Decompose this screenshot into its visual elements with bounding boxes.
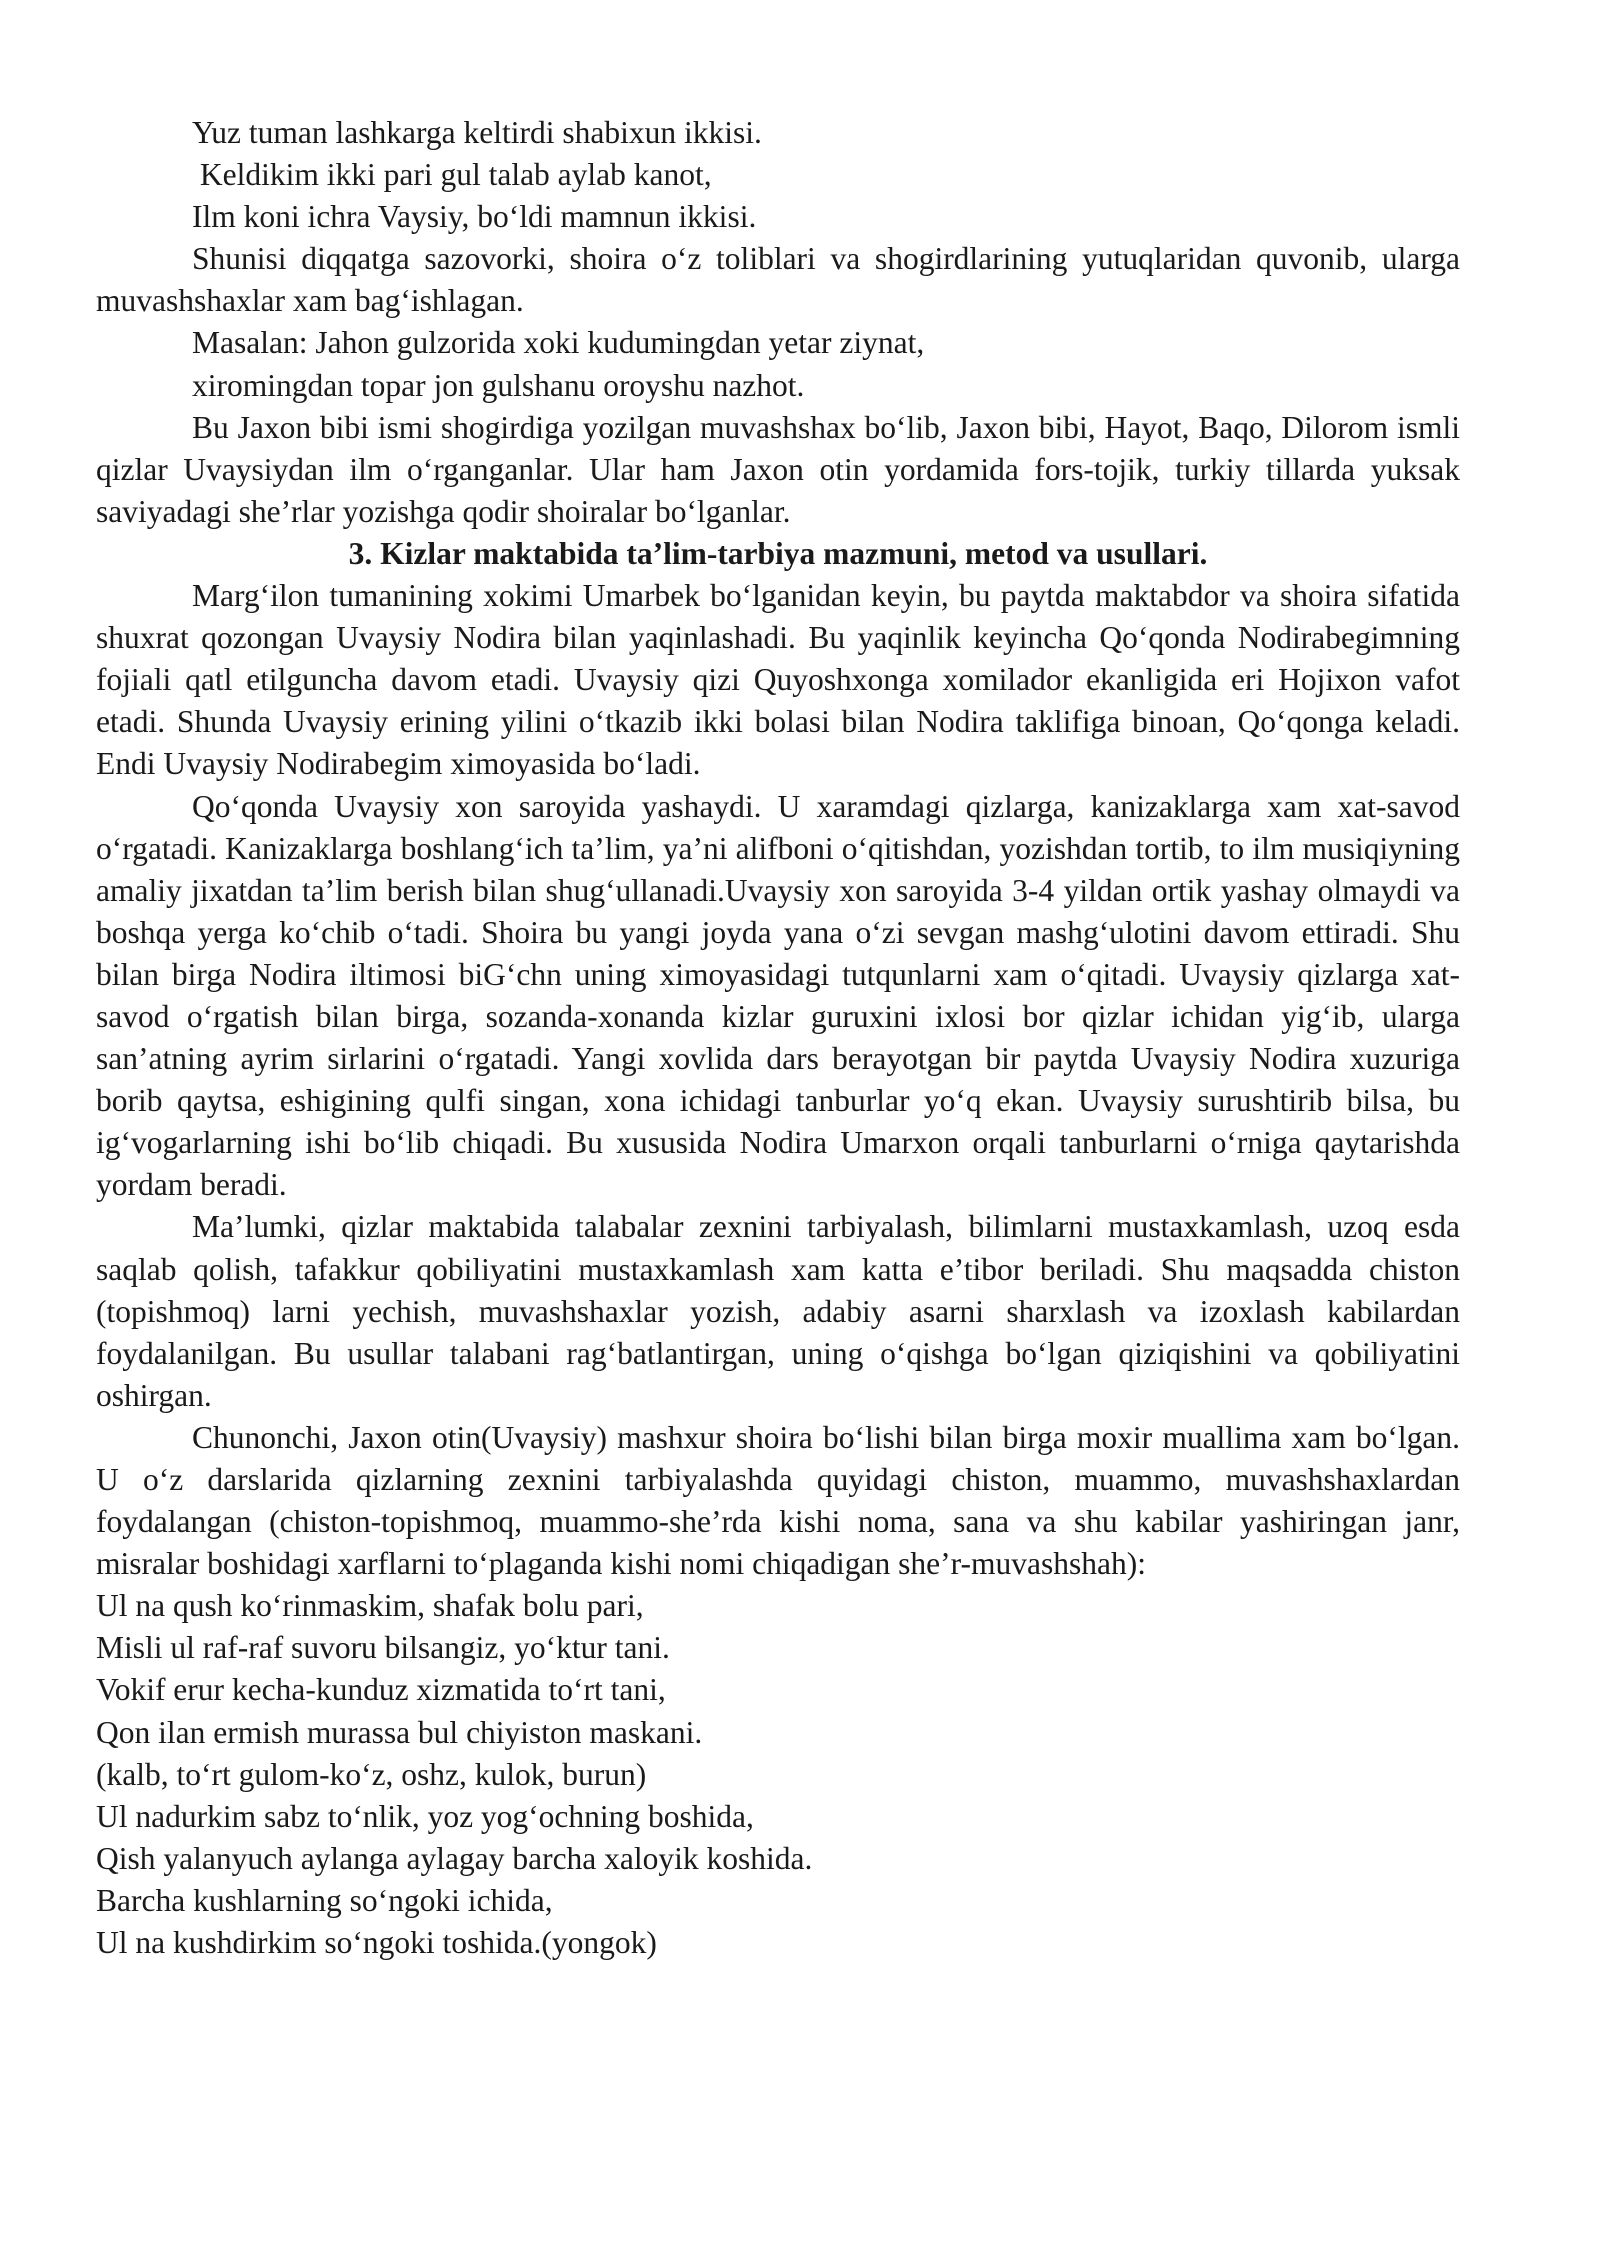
paragraph: Marg‘ilon tumanining xokimi Umarbek bo‘lganidan keyin, bu paytda maktabdor va shoira sifatida shuxrat qozongan Uvaysiy Nodira bilan yaqinlashadi. Bu yaqinlik keyincha Qo‘qonda Nodirabegimning fojiali qatl etilguncha davom etadi. Uvaysiy qizi Quyoshxonga xomilador ekanligida eri Hojixon vafot etadi. Shunda Uvaysiy erining yilini o‘tkazib ikki bolasi bilan Nodira taklifiga binoan, Qo‘qonga keladi. Endi Uvaysiy Nodirabegim ximoyasida bo‘ladi. (96, 578, 1460, 782)
paragraph: Chunonchi, Jaxon otin(Uvaysiy) mashxur shoira bo‘lishi bilan birga moxir muallima xam bo‘lgan. U o‘z darslarida qizlarning zexnini tarbiyalashda quyidagi chiston, muammo, muvashshaxlardan foydalangan (chiston-topishmoq, muammo-she’rda kishi noma, sana va shu kabilar yashiringan janr, misralar boshidagi xarflarni to‘plaganda kishi nomi chiqadigan she’r-muvashshah): (96, 1419, 1460, 1582)
verse-line: Vokif erur kecha-kunduz xizmatida to‘rt tani, (96, 1672, 666, 1708)
verse-line: Qon ilan ermish murassa bul chiyiston maskani. (96, 1714, 703, 1750)
document-page (96, 112, 1460, 1964)
paragraph: Qo‘qonda Uvaysiy xon saroyida yashaydi. U xaramdagi qizlarga, kanizaklarga xam xat-savod o‘rgatadi. Kanizaklarga boshlang‘ich ta’lim, ya’ni alifboni o‘qitishdan, yozishdan tortib, to ilm musiqiyning amaliy jixatdan ta’lim berish bilan shug‘ullanadi.Uvaysiy xon saroyida 3-4 yildan ortik yashay olmaydi va boshqa yerga ko‘chib o‘tadi. Shoira bu yangi joyda yana o‘zi sevgan mashg‘ulotini davom ettiradi. Shu bilan birga Nodira iltimosi biG‘chn uning ximoyasidagi tutqunlarni xam o‘qitadi. Uvaysiy qizlarga xat-savod o‘rgatish bilan birga, sozanda-xonanda kizlar guruxini ixlosi bor qizlar ichidan yig‘ib, ularga san’atning ayrim sirlarini o‘rgatadi. Yangi xovlida dars berayotgan bir paytda Uvaysiy Nodira xuzuriga borib qaytsa, eshigining qulfi singan, xona ichidagi tanburlar yo‘q ekan. Uvaysiy surushtirib bilsa, bu ig‘vogarlarning ishi bo‘lib chiqadi. Bu xususida Nodira Umarxon orqali tanburlarni o‘rniga qaytarishda yordam beradi. (96, 788, 1460, 1203)
verse-line: Barcha kushlarning so‘ngoki ichida, (96, 1882, 553, 1918)
verse-line: Yuz tuman lashkarga keltirdi shabixun ikkisi. (192, 115, 762, 150)
paragraph: Bu Jaxon bibi ismi shogirdiga yozilgan muvashshax bo‘lib, Jaxon bibi, Hayot, Baqo, Dilorom ismli qizlar Uvaysiydan ilm o‘rganganlar. Ular ham Jaxon otin yordamida fors-tojik, turkiy tillarda yuksak saviyadagi she’rlar yozishga qodir shoiralar bo‘lganlar. (96, 409, 1460, 529)
verse-line: Misli ul raf-raf suvoru bilsangiz, yo‘ktur tani. (96, 1630, 670, 1666)
verse-line: Ul na qush ko‘rinmaskim, shafak bolu pari, (96, 1588, 644, 1624)
verse-line: (kalb, to‘rt gulom-ko‘z, oshz, kulok, burun) (96, 1756, 647, 1792)
verse-line: Keldikim ikki pari gul talab aylab kanot, (192, 157, 712, 193)
paragraph: Ma’lumki, qizlar maktabida talabalar zexnini tarbiyalash, bilimlarni mustaxkamlash, uzoq esda saqlab qolish, tafakkur qobiliyatini mustaxkamlash xam katta e’tibor beriladi. Shu maqsadda chiston (topishmoq) larni yechish, muvashshaxlar yozish, adabiy asarni sharxlash va izoxlash kabilardan foydalanilgan. Bu usullar talabani rag‘batlantirgan, uning o‘qishga bo‘lgan qiziqishini va qobiliyatini oshirgan. (96, 1209, 1460, 1413)
verse-line: Ilm koni ichra Vaysiy, bo‘ldi mamnun ikkisi. (192, 199, 757, 235)
verse-line: Masalan: Jahon gulzorida xoki kudumingdan yetar ziynat, (192, 325, 925, 361)
verse-line: Ul na kushdirkim so‘ngoki toshida.(yongok) (96, 1925, 657, 1961)
verse-line: Qish yalanyuch aylanga aylagay barcha xaloyik koshida. (96, 1840, 813, 1876)
verse-line: xiromingdan topar jon gulshanu oroyshu nazhot. (192, 367, 805, 403)
paragraph: Shunisi diqqatga sazovorki, shoira o‘z toliblari va shogirdlarining yutuqlaridan quvonib, ularga muvashshaxlar xam bag‘ishlagan. (96, 241, 1460, 319)
verse-line: Ul nadurkim sabz to‘nlik, yoz yog‘ochning boshida, (96, 1798, 754, 1834)
section-heading: 3. Kizlar maktabida ta’lim-tarbiya mazmuni, metod va usullari. (348, 535, 1208, 571)
